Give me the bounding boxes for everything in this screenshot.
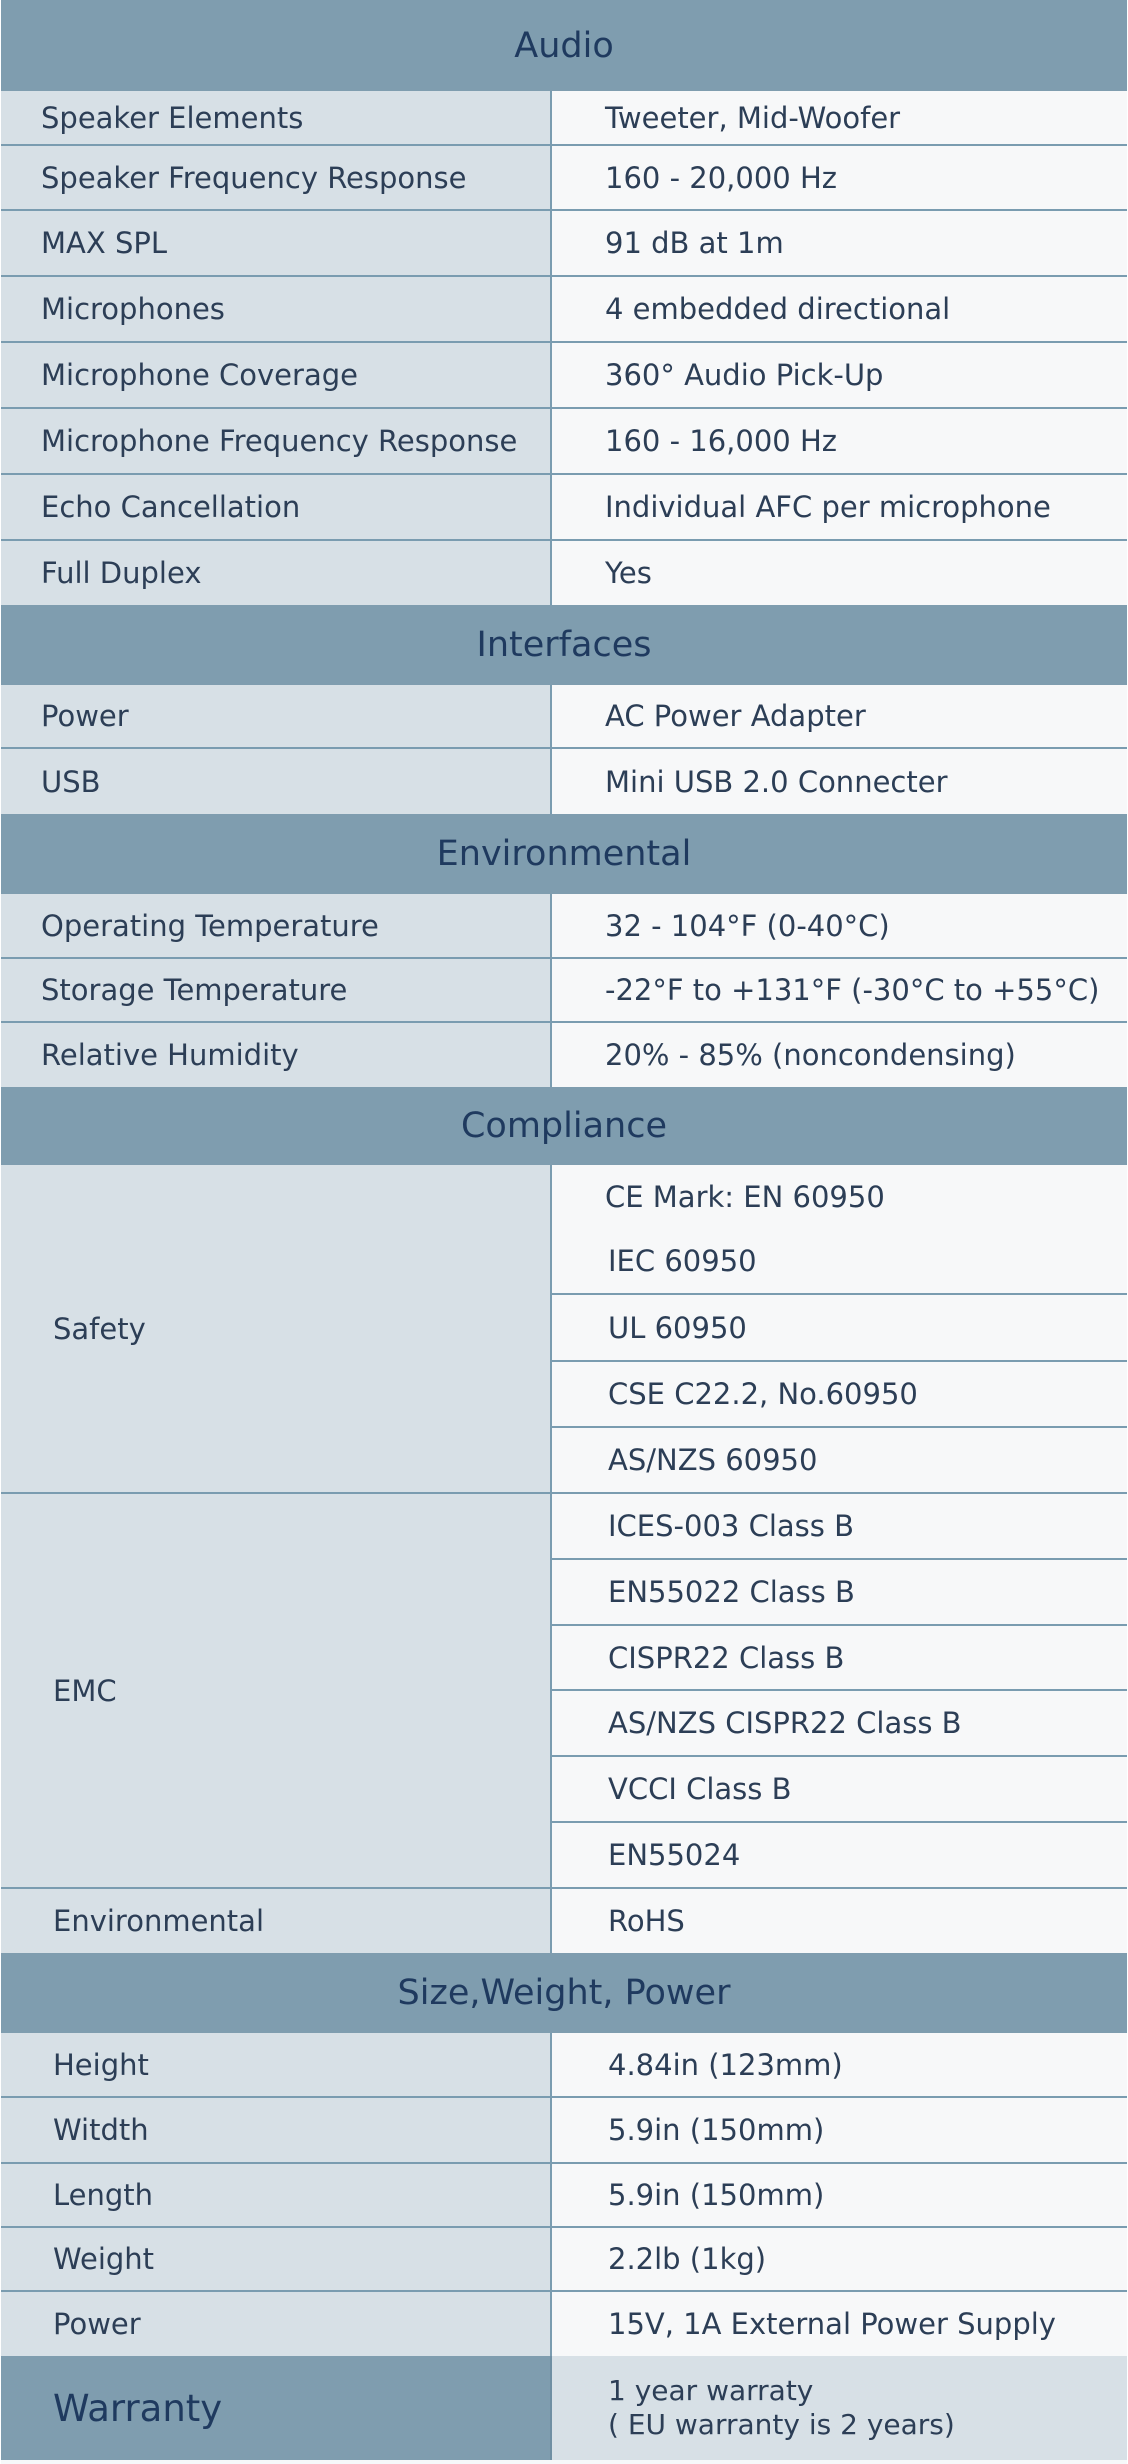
spec-value: CISPR22 Class B	[552, 1626, 1127, 1692]
spec-row-power-supply	[1, 2292, 1127, 2356]
warranty-value	[552, 2356, 1127, 2460]
section-title-environmental: Environmental	[436, 834, 692, 874]
spec-label: EMC	[1, 1494, 552, 1887]
spec-label: Echo Cancellation	[1, 475, 552, 539]
spec-value: IEC 60950	[552, 1229, 1127, 1295]
spec-row-compliance-environmental	[1, 1889, 1127, 1953]
spec-value: 5.9in (150mm)	[552, 2164, 1127, 2226]
spec-row-speaker-elements	[1, 91, 1127, 146]
spec-value: VCCI Class B	[552, 1757, 1127, 1823]
spec-row-length	[1, 2164, 1127, 2228]
spec-value: UL 60950	[552, 1295, 1127, 1361]
spec-value: 360° Audio Pick-Up	[552, 343, 1127, 407]
spec-value: 5.9in (150mm)	[552, 2098, 1127, 2162]
warranty-label: Warranty	[1, 2356, 552, 2460]
section-header-size-weight-power	[1, 1953, 1127, 2033]
warranty-line-1: 1 year warraty	[608, 2374, 814, 2407]
spec-row-full-duplex	[1, 541, 1127, 605]
spec-label: Speaker Frequency Response	[1, 146, 552, 209]
spec-row-relative-humidity	[1, 1023, 1127, 1087]
spec-label: Length	[1, 2164, 552, 2226]
spec-row-speaker-frequency	[1, 146, 1127, 211]
spec-label: Witdth	[1, 2098, 552, 2162]
spec-value: 4.84in (123mm)	[552, 2033, 1127, 2096]
spec-label: MAX SPL	[1, 211, 552, 275]
spec-label: Microphone Coverage	[1, 343, 552, 407]
spec-label: USB	[1, 749, 552, 814]
spec-values	[552, 1494, 1127, 1887]
spec-value: -22°F to +131°F (-30°C to +55°C)	[552, 959, 1127, 1021]
section-title-interfaces: Interfaces	[476, 625, 652, 665]
spec-label: Safety	[1, 1165, 552, 1492]
spec-label: Microphones	[1, 277, 552, 341]
spec-value: 15V, 1A External Power Supply	[552, 2292, 1127, 2356]
spec-value: EN55024	[552, 1823, 1127, 1887]
spec-label: Microphone Frequency Response	[1, 409, 552, 473]
spec-row-echo-cancellation	[1, 475, 1127, 541]
spec-value: 160 - 16,000 Hz	[552, 409, 1127, 473]
spec-value: 160 - 20,000 Hz	[552, 146, 1127, 209]
section-title-compliance: Compliance	[460, 1106, 668, 1146]
spec-value: RoHS	[552, 1889, 1127, 1953]
spec-row-storage-temperature	[1, 959, 1127, 1023]
spec-row-height	[1, 2033, 1127, 2098]
spec-label: Power	[1, 685, 552, 747]
spec-value: AS/NZS 60950	[552, 1428, 1127, 1492]
spec-row-power	[1, 685, 1127, 749]
spec-row-weight	[1, 2228, 1127, 2292]
spec-row-width	[1, 2098, 1127, 2164]
spec-group-emc	[1, 1494, 1127, 1889]
spec-sheet	[1, 0, 1127, 2464]
spec-row-microphones	[1, 277, 1127, 343]
spec-value: 20% - 85% (noncondensing)	[552, 1023, 1127, 1087]
spec-label: Environmental	[1, 1889, 552, 1953]
section-header-interfaces	[1, 605, 1127, 685]
spec-row-operating-temperature	[1, 894, 1127, 959]
section-title-size-weight-power: Size,Weight, Power	[397, 1973, 731, 2013]
section-header-compliance	[1, 1087, 1127, 1165]
spec-value: 2.2lb (1kg)	[552, 2228, 1127, 2290]
section-title-audio: Audio	[514, 25, 614, 66]
section-header-environmental	[1, 814, 1127, 894]
spec-label: Weight	[1, 2228, 552, 2290]
spec-value: CE Mark: EN 60950	[552, 1165, 1127, 1229]
spec-label: Speaker Elements	[1, 91, 552, 144]
spec-values	[552, 1165, 1127, 1492]
spec-label: Power	[1, 2292, 552, 2356]
spec-value: 91 dB at 1m	[552, 211, 1127, 275]
warranty-line-2: ( EU warranty is 2 years)	[608, 2408, 955, 2441]
spec-value: 32 - 104°F (0-40°C)	[552, 894, 1127, 957]
spec-group-safety	[1, 1165, 1127, 1494]
spec-value: AS/NZS CISPR22 Class B	[552, 1691, 1127, 1757]
spec-row-microphone-frequency	[1, 409, 1127, 475]
spec-value: Tweeter, Mid-Woofer	[552, 91, 1127, 144]
warranty-row	[1, 2356, 1127, 2460]
spec-label: Full Duplex	[1, 541, 552, 605]
spec-label: Storage Temperature	[1, 959, 552, 1021]
spec-value: Yes	[552, 541, 1127, 605]
spec-row-microphone-coverage	[1, 343, 1127, 409]
section-header-audio	[1, 0, 1127, 91]
spec-value: Mini USB 2.0 Connecter	[552, 749, 1127, 814]
spec-label: Relative Humidity	[1, 1023, 552, 1087]
spec-row-max-spl	[1, 211, 1127, 277]
spec-value: AC Power Adapter	[552, 685, 1127, 747]
spec-label: Operating Temperature	[1, 894, 552, 957]
spec-value: EN55022 Class B	[552, 1560, 1127, 1626]
spec-value: 4 embedded directional	[552, 277, 1127, 341]
spec-row-usb	[1, 749, 1127, 814]
spec-label: Height	[1, 2033, 552, 2096]
spec-value: ICES-003 Class B	[552, 1494, 1127, 1560]
spec-value: Individual AFC per microphone	[552, 475, 1127, 539]
spec-value: CSE C22.2, No.60950	[552, 1362, 1127, 1428]
